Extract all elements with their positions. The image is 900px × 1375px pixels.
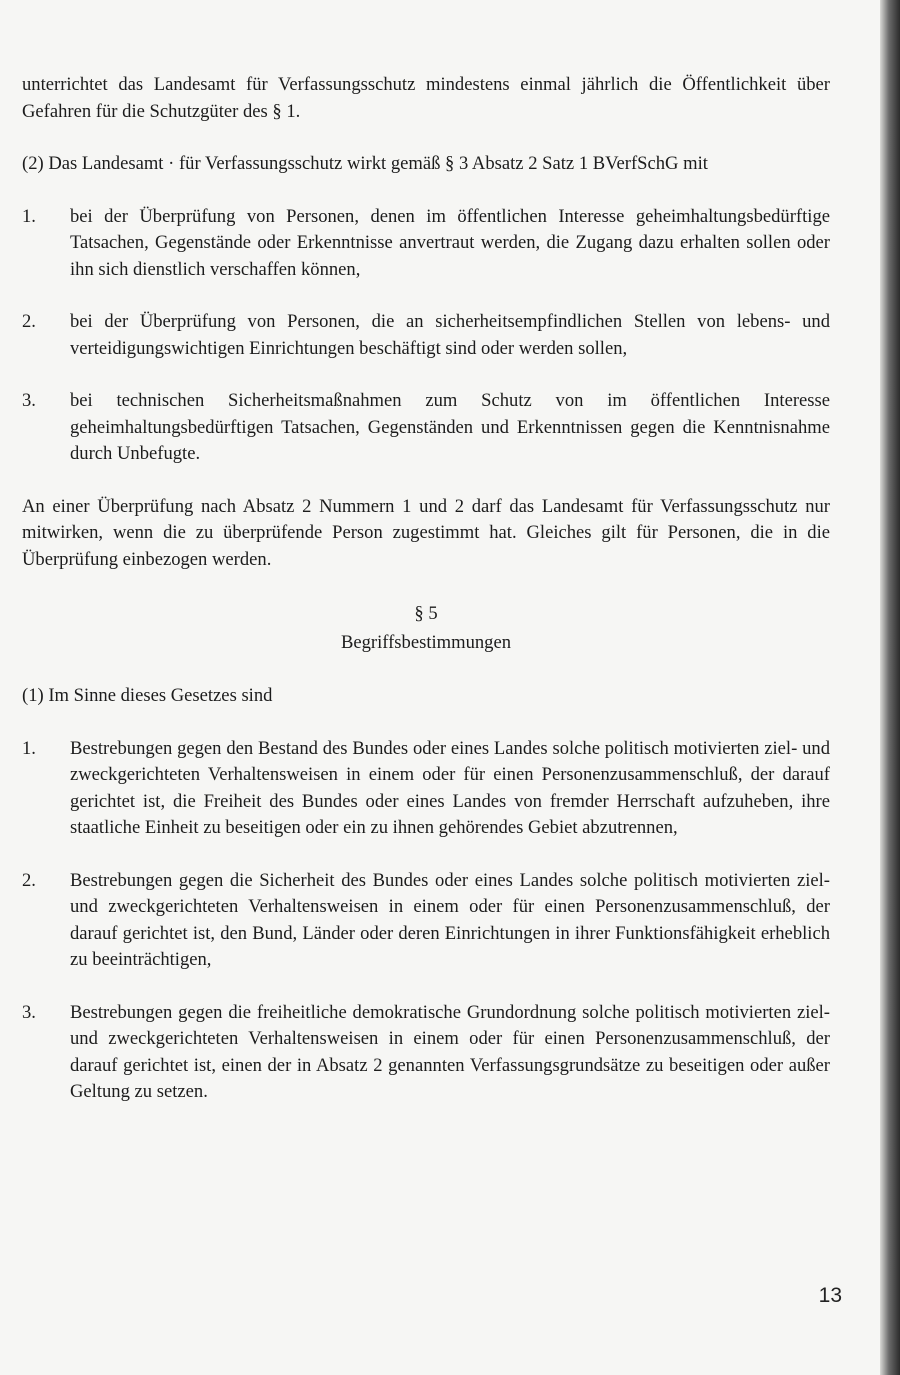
- closing-paragraph: An einer Überprüfung nach Absatz 2 Nummern 1 und 2 darf das Landesamt für Verfassungsschutz nur mitwirken, wenn die zu überprüfende Person zugestimmt hat. Gleiches gilt für Personen, die in die Überprüfung einbezogen werden.: [22, 495, 830, 570]
- list-item: [22, 868, 830, 974]
- intro-paragraph: unterrichtet das Landesamt für Verfassungsschutz mindestens einmal jährlich die Öffentlichkeit über Gefahren für die Schutzgüter des § 1.: [22, 74, 830, 122]
- section-number: § 5: [414, 603, 438, 624]
- section-paragraph-1: (1) Im Sinne dieses Gesetzes sind: [22, 685, 273, 706]
- list-number: 2.: [22, 311, 36, 332]
- list-number: 1.: [22, 737, 36, 759]
- section-heading: [22, 599, 830, 657]
- list-item: [22, 388, 830, 468]
- list-item: [22, 309, 830, 362]
- list-number: 3.: [22, 1001, 36, 1023]
- list-text: Bestrebungen gegen die freiheitliche demokratische Grundordnung solche politisch motivierten ziel- und zweckgerichteten Verhaltensweisen in einem oder für einen Personenzusammenschluß, der darauf gerichtet ist, einen der in Absatz 2 genannten Verfassungsgrundsätze zu beseitigen oder außer Geltung zu setzen.: [70, 1001, 830, 1102]
- list-text: bei der Überprüfung von Personen, die an sicherheitsempfindlichen Stellen von lebens- und verteidigungswichtigen Einrichtungen beschäftigt sind oder werden sollen,: [70, 311, 830, 359]
- list-number: 3.: [22, 390, 36, 411]
- page-number: 13: [818, 1284, 842, 1307]
- list-item: [22, 1000, 830, 1106]
- list-item: [22, 204, 830, 284]
- list-text: bei der Überprüfung von Personen, denen im öffentlichen Interesse geheimhaltungsbedürftige Tatsachen, Gegenstände oder Erkenntnisse anvertraut werden, die Zugang dazu erhalten sollen oder ihn sich dienstlich verschaffen können,: [70, 205, 830, 280]
- list-item: [22, 736, 830, 842]
- list-text: bei technischen Sicherheitsmaßnahmen zum Schutz von im öffentlichen Interesse geheimhaltungsbedürftigen Tatsachen, Gegenständen und Erkenntnissen gegen die Kenntnisnahme durch Unbefugte.: [70, 390, 830, 464]
- list-text: Bestrebungen gegen die Sicherheit des Bundes oder eines Landes solche politisch motivierten ziel- und zweckgerichteten Verhaltensweisen in einem oder für einen Personenzusammenschluß, der darauf gerichtet ist, den Bund, Länder oder deren Einrichtungen in ihrer Funktionsfähigkeit erheblich zu beeinträchtigen,: [70, 869, 830, 970]
- book-spine-edge: [880, 0, 900, 1375]
- section-title: Begriffsbestimmungen: [340, 632, 512, 653]
- list-number: 1.: [22, 205, 36, 227]
- list-number: 2.: [22, 869, 36, 891]
- list-text: Bestrebungen gegen den Bestand des Bundes oder eines Landes solche politisch motivierten ziel- und zweckgerichteten Verhaltensweisen in einem oder für einen Personenzusammenschluß, der darauf gerichtet ist, die Freiheit des Bundes oder eines Landes von fremder Herrschaft aufzuheben, ihre staatliche Einheit zu beseitigen oder ein zu ihnen gehörendes Gebiet abzutrennen,: [70, 737, 830, 838]
- body-text: [22, 72, 830, 1106]
- paragraph-2: (2) Das Landesamt · für Verfassungsschutz wirkt gemäß § 3 Absatz 2 Satz 1 BVerfSchG mit: [22, 153, 708, 174]
